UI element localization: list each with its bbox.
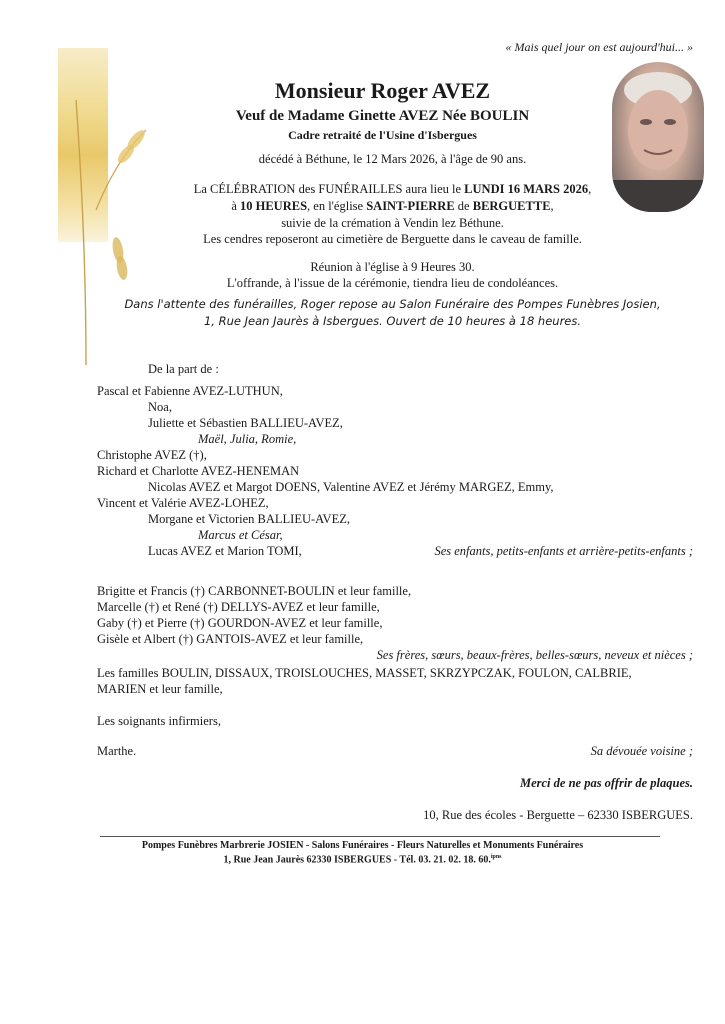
footer-ipns: ipns	[490, 854, 502, 860]
footer-line-1: Pompes Funèbres Marbrerie JOSIEN - Salons Funéraires - Fleurs Naturelles et Monuments Funéraires	[141, 840, 584, 851]
footer-line-2	[0, 854, 725, 865]
neighbour-name: Marthe.	[97, 744, 137, 758]
siblings-label: Ses frères, sœurs, beaux-frères, belles-sœurs, neveux et nièces ;	[376, 648, 693, 662]
family-line: Noa,	[148, 400, 172, 414]
families-line-1: Les familles BOULIN, DISSAUX, TROISLOUCHES, MASSET, SKRZYPCZAK, FOULON, CALBRIE,	[97, 666, 632, 680]
ashes-line: Les cendres reposeront au cimetière de Berguette dans le caveau de famille.	[203, 232, 582, 246]
address-line: 10, Rue des écoles - Berguette – 62330 ISBERGUES.	[423, 808, 693, 822]
cremation-line: suivie de la crémation à Vendin lez Béthune.	[281, 216, 504, 230]
sibling-line: Brigitte et Francis (†) CARBONNET-BOULIN et leur famille,	[97, 584, 412, 598]
footer-divider	[100, 836, 660, 837]
salon-line-1: Dans l'attente des funérailles, Roger repose au Salon Funéraire des Pompes Funèbres Josien,	[124, 297, 661, 311]
ceremony-prefix: à	[231, 199, 237, 213]
meeting-line-2: L'offrande, à l'issue de la cérémonie, tiendra lieu de condoléances.	[226, 276, 559, 290]
family-line: Nicolas AVEZ et Margot DOENS, Valentine AVEZ et Jérémy MARGEZ, Emmy,	[148, 480, 554, 494]
family-line: Maël, Julia, Romie,	[198, 432, 297, 446]
family-line: Marcus et César,	[198, 528, 283, 542]
salon-line-2: 1, Rue Jean Jaurès à Isbergues. Ouvert de 10 heures à 18 heures.	[203, 314, 582, 328]
family-line: Vincent et Valérie AVEZ-LOHEZ,	[97, 496, 269, 510]
no-plaques-line: Merci de ne pas offrir de plaques.	[519, 776, 693, 790]
ceremony-line-1	[0, 182, 725, 197]
widower-line: Veuf de Madame Ginette AVEZ Née BOULIN	[235, 108, 530, 124]
ceremony-comma: ,	[588, 182, 592, 196]
sibling-line: Gaby (†) et Pierre (†) GOURDON-AVEZ et leur famille,	[97, 616, 383, 630]
family-line: Richard et Charlotte AVEZ-HENEMAN	[97, 464, 300, 478]
family-line: Juliette et Sébastien BALLIEU-AVEZ,	[148, 416, 343, 430]
meeting-line-1: Réunion à l'église à 9 Heures 30.	[310, 260, 475, 274]
family-line: Lucas AVEZ et Marion TOMI,	[148, 544, 302, 558]
ceremony-hour: 10 HEURES	[240, 199, 308, 213]
deceased-name: Monsieur Roger AVEZ	[274, 78, 491, 103]
nurses-line: Les soignants infirmiers,	[97, 714, 221, 728]
family-line: Christophe AVEZ (†),	[97, 448, 207, 462]
sibling-line: Gisèle et Albert (†) GANTOIS-AVEZ et leur famille,	[97, 632, 364, 646]
ceremony-town: BERGUETTE	[472, 199, 551, 213]
ceremony-comma-2: ,	[550, 199, 554, 213]
ceremony-de: de	[457, 199, 470, 213]
families-line-2: MARIEN et leur famille,	[97, 682, 223, 696]
ceremony-church: SAINT-PIERRE	[366, 199, 455, 213]
footer-address: 1, Rue Jean Jaurès 62330 ISBERGUES - Tél. 03. 21. 02. 18. 60.	[223, 854, 491, 866]
children-label: Ses enfants, petits-enfants et arrière-petits-enfants ;	[434, 544, 693, 558]
family-line: Morgane et Victorien BALLIEU-AVEZ,	[148, 512, 350, 526]
ceremony-church-prefix: , en l'église	[307, 199, 364, 213]
profession-line: Cadre retraité de l'Usine d'Isbergues	[288, 128, 477, 142]
death-notice: décédé à Béthune, le 12 Mars 2026, à l'âge de 90 ans.	[258, 152, 527, 166]
family-intro: De la part de :	[148, 362, 219, 376]
family-line: Pascal et Fabienne AVEZ-LUTHUN,	[97, 384, 283, 398]
neighbour-label: Sa dévouée voisine ;	[590, 744, 693, 758]
ceremony-line-2	[0, 199, 725, 214]
ceremony-intro: La CÉLÉBRATION des FUNÉRAILLES aura lieu le	[193, 182, 462, 196]
epigraph-quote: « Mais quel jour on est aujourd'hui... »	[505, 40, 693, 54]
ceremony-date: LUNDI 16 MARS 2026	[464, 182, 589, 196]
sibling-line: Marcelle (†) et René (†) DELLYS-AVEZ et leur famille,	[97, 600, 380, 614]
